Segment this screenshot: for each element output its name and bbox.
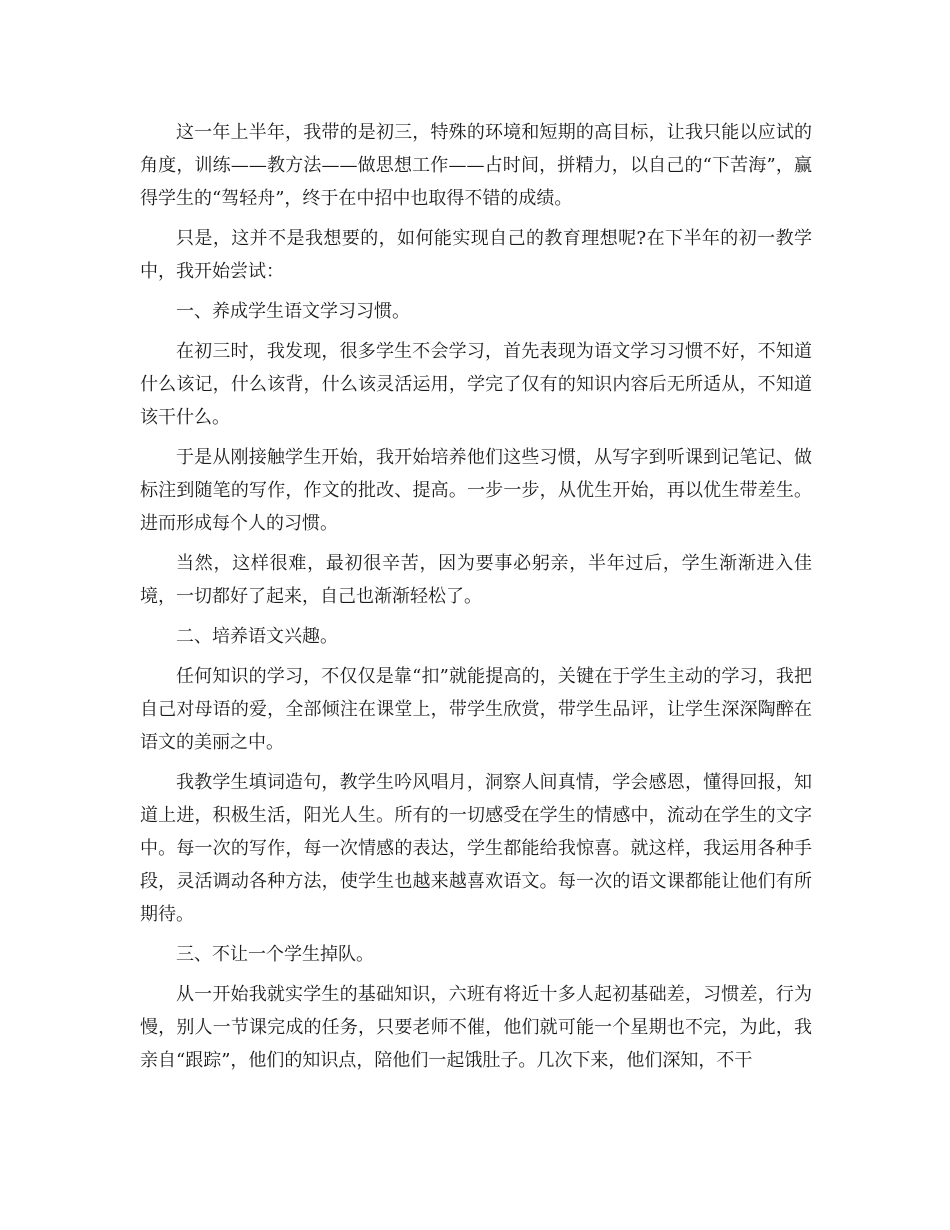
paragraph-habits-result: 当然，这样很难，最初很辛苦，因为要事必躬亲，半年过后，学生渐渐进入佳境，一切都好了起来，自己也渐渐轻松了。 bbox=[140, 553, 812, 607]
section-heading-interest: 二、培养语文兴趣。 bbox=[176, 626, 338, 647]
paragraph-interest-approach: 任何知识的学习，不仅仅是靠“扣”就能提高的，关键在于学生主动的学习，我把自己对母语的爱，全部倾注在课堂上，带学生欣赏，带学生品评，让学生深深陶醉在语文的美丽之中。 bbox=[140, 666, 812, 753]
paragraph-intro: 这一年上半年，我带的是初三，特殊的环境和短期的高目标，让我只能以应试的角度，训练——教方法——做思想工作——占时间，拼精力，以自己的“下苦海”，赢得学生的“驾轻舟”，终于在中招中也取得不错的成绩。 bbox=[140, 122, 812, 209]
paragraph-question: 只是，这并不是我想要的，如何能实现自己的教育理想呢?在下半年的初一教学中，我开始尝试： bbox=[140, 228, 812, 282]
section-heading-habits: 一、养成学生语文学习习惯。 bbox=[176, 301, 410, 322]
paragraph-no-student-behind: 从一开始我就实学生的基础知识，六班有将近十多人起初基础差，习惯差，行为慢，别人一节课完成的任务，只要老师不催，他们就可能一个星期也不完，为此，我亲自“跟踪”，他们的知识点，陪他们一起饿肚子。几次下来，他们深知，不干 bbox=[140, 984, 812, 1071]
paragraph-habits-method: 于是从刚接触学生开始，我开始培养他们这些习惯，从写字到听课到记笔记、做标注到随笔的写作，作文的批改、提高。一步一步，从优生开始，再以优生带差生。进而形成每个人的习惯。 bbox=[140, 447, 812, 534]
section-heading-no-student-behind: 三、不让一个学生掉队。 bbox=[176, 944, 374, 965]
document-body bbox=[140, 116, 812, 1084]
paragraph-habits-problem: 在初三时，我发现，很多学生不会学习，首先表现为语文学习习惯不好，不知道什么该记，什么该背，什么该灵活运用，学完了仅有的知识内容后无所适从，不知道该干什么。 bbox=[140, 341, 812, 428]
paragraph-interest-practice: 我教学生填词造句，教学生吟风唱月，洞察人间真情，学会感恩，懂得回报，知道上进，积极生活，阳光人生。所有的一切感受在学生的情感中，流动在学生的文字中。每一次的写作，每一次情感的表达，学生都能给我惊喜。就这样，我运用各种手段，灵活调动各种方法，使学生也越来越喜欢语文。每一次的语文课都能让他们有所期待。 bbox=[140, 772, 812, 925]
